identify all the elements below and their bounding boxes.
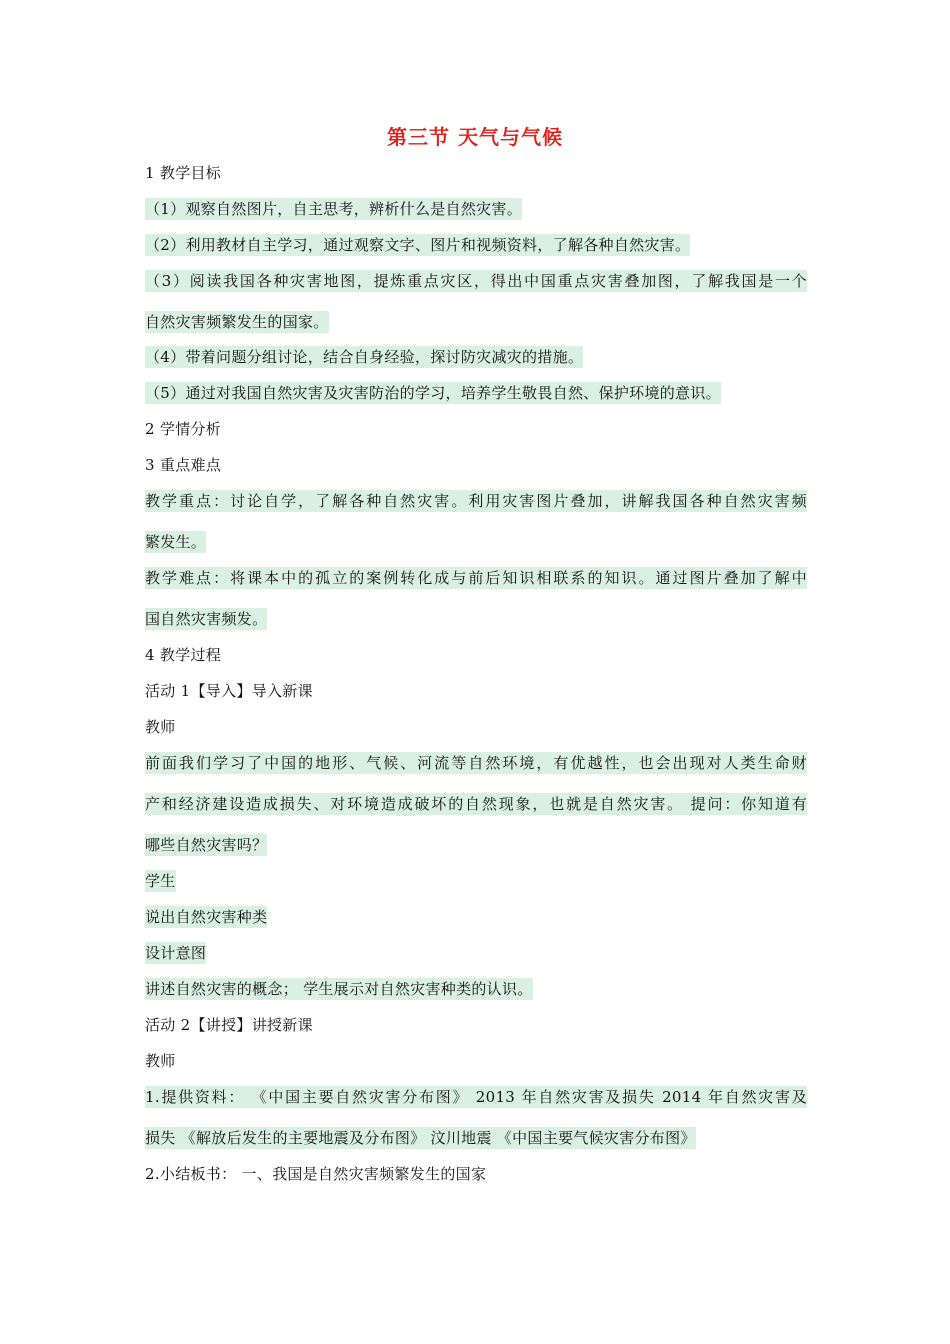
section-heading-key-points: 3 重点难点 (145, 456, 222, 474)
materials-text-continued: 损失 《解放后发生的主要地震及分布图》 汶川地震 《中国主要气候灾害分布图》 (145, 1129, 696, 1147)
section-heading-process: 4 教学过程 (145, 646, 222, 664)
difficult-point-text: 教学难点：将课本中的孤立的案例转化成与前后知识相联系的知识。通过图片叠加了解中 (145, 569, 807, 587)
teacher-text-continued: 哪些自然灾害吗？ (145, 836, 268, 854)
difficult-point-text-continued: 国自然灾害频发。 (145, 610, 268, 628)
teacher-text: 前面我们学习了中国的地形、气候、河流等自然环境，有优越性，也会出现对人类生命财 (145, 754, 807, 772)
page-title: 第三节 天气与气候 (387, 125, 563, 149)
summary-text: 2.小结板书： 一、我国是自然灾害频繁发生的国家 (145, 1165, 487, 1183)
section-heading-analysis: 2 学情分析 (145, 420, 222, 438)
key-point-text-continued: 繁发生。 (145, 533, 207, 551)
role-label-teacher: 教师 (145, 1052, 176, 1070)
design-intent-label: 设计意图 (145, 944, 207, 962)
objective-item-continued: 自然灾害频繁发生的国家。 (145, 313, 329, 331)
activity-1-heading: 活动 1【导入】导入新课 (145, 682, 313, 700)
activity-2-heading: 活动 2【讲授】讲授新课 (145, 1016, 313, 1034)
objective-item: （4）带着问题分组讨论，结合自身经验，探讨防灾减灾的措施。 (145, 348, 584, 366)
role-label-student: 学生 (145, 872, 176, 890)
teacher-text: 产和经济建设造成损失、对环境造成破坏的自然现象，也就是自然灾害。 提问：你知道有 (145, 795, 807, 813)
role-label-teacher: 教师 (145, 718, 176, 736)
section-heading-objectives: 1 教学目标 (145, 164, 222, 182)
objective-item: （3）阅读我国各种灾害地图，提炼重点灾区，得出中国重点灾害叠加图，了解我国是一个 (145, 272, 807, 290)
objective-item: （2）利用教材自主学习，通过观察文字、图片和视频资料，了解各种自然灾害。 (145, 236, 691, 254)
objective-item: （5）通过对我国自然灾害及灾害防治的学习，培养学生敬畏自然、保护环境的意识。 (145, 384, 721, 402)
materials-text: 1.提供资料： 《中国主要自然灾害分布图》 2013 年自然灾害及损失 2014 年自然灾害及 (145, 1088, 807, 1106)
design-intent-text: 讲述自然灾害的概念； 学生展示对自然灾害种类的认识。 (145, 980, 533, 998)
objective-item: （1）观察自然图片，自主思考，辨析什么是自然灾害。 (145, 200, 523, 218)
student-text: 说出自然灾害种类 (145, 908, 268, 926)
key-point-text: 教学重点：讨论自学，了解各种自然灾害。利用灾害图片叠加，讲解我国各种自然灾害频 (145, 492, 807, 510)
